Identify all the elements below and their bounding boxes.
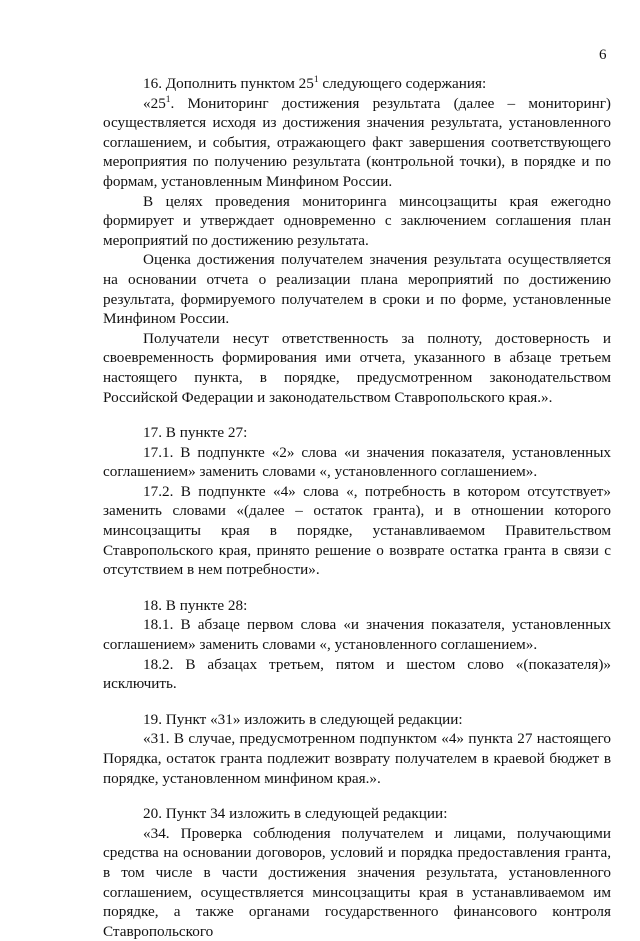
item-25-1-paragraph-2: В целях проведения мониторинга минсоцзащиты края ежегодно формирует и утверждает одновременно с заключением соглашения план мероприятий по достижению результата.	[103, 192, 611, 249]
item-17-heading: 17. В пункте 27:	[143, 424, 248, 442]
item-18-2: 18.2. В абзацах третьем, пятом и шестом слово «(показателя)» исключить.	[103, 655, 611, 693]
item-25-1-superscript: 1	[165, 94, 171, 105]
item-25-1-paragraph-4: Получатели несут ответственность за полноту, достоверность и своевременность формирования ими отчета, указанного в абзаце третьем настоящего пункта, в порядке, предусмотренном законодательством Российской Федерации и законодательством Ставропольского края.».	[103, 329, 611, 406]
item-25-1-paragraph-3: Оценка достижения получателем значения результата осуществляется на основании отчета о реализации плана мероприятий по достижению результата, формируемого получателем в сроки и по форме, установленные Минфином России.	[103, 251, 611, 328]
document-body	[103, 74, 611, 941]
item-25-1-text-b: . Мониторинг достижения результата (далее – мониторинг) осуществляется исходя из достижения значения результата, установленного соглашением, и события, отражающего факт завершения соответствующего мероприятия по получению результата (контрольной точки), в порядке и по формам, установленным Минфином России.	[103, 94, 611, 190]
item-34-text: «34. Проверка соблюдения получателем и лицами, получающими средства на основании договоров, условий и порядка предоставления гранта, в том числе в части достижения значения результата, установленного соглашением, осуществляется минсоцзащиты края в устанавливаемом им порядке, а также органами государственного финансового контроля Ставропольского	[103, 824, 611, 940]
item-16-heading	[103, 74, 611, 94]
item-19-heading: 19. Пункт «31» изложить в следующей редакции:	[143, 710, 463, 728]
item-17-1: 17.1. В подпункте «2» слова «и значения показателя, установленных соглашением» заменить словами «, установленного соглашением».	[103, 443, 611, 481]
item-20-heading: 20. Пункт 34 изложить в следующей редакции:	[143, 805, 448, 823]
page-number: 6	[599, 47, 607, 63]
item-25-1-paragraph-1	[103, 94, 611, 192]
item-16-superscript: 1	[313, 75, 319, 85]
item-18-heading: 18. В пункте 28:	[143, 596, 248, 614]
item-17-2: 17.2. В подпункте «4» слова «, потребность в котором отсутствует» заменить словами «(далее – остаток гранта), и в отношении которого минсоцзащиты края в порядке, устанавливаемом Правительством Ставропольского края, принято решение о возврате остатка гранта в связи с отсутствием в нем потребности».	[103, 482, 611, 579]
item-25-1-text-a: «25	[143, 94, 166, 112]
item-18-1: 18.1. В абзаце первом слова «и значения показателя, установленных соглашением» заменить словами «, установленного соглашением».	[103, 616, 611, 654]
item-16-text-a: 16. Дополнить пунктом 25	[143, 75, 314, 92]
item-31-text: «31. В случае, предусмотренном подпунктом «4» пункта 27 настоящего Порядка, остаток гранта подлежит возврату получателем в краевой бюджет в порядке, установленном минфином края.».	[103, 730, 611, 787]
item-16-text-b: следующего содержания:	[318, 75, 487, 92]
